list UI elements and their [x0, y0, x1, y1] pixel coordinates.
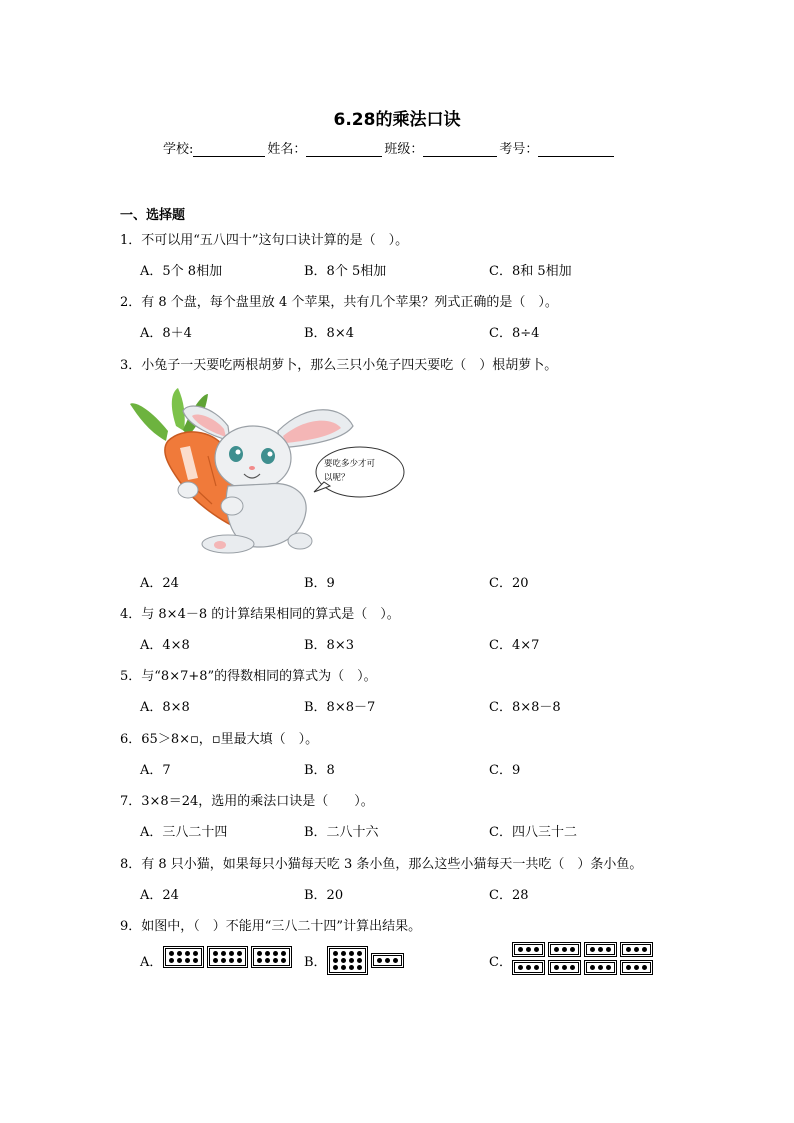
class-label: 班级： [384, 142, 424, 157]
rabbit-eye-left [229, 446, 243, 462]
dot [265, 951, 270, 956]
speech-bubble [314, 447, 404, 497]
rabbit-head [215, 426, 291, 490]
dot [341, 965, 346, 970]
dot [193, 951, 198, 956]
q2-option-c[interactable]: C．8÷4 [489, 326, 540, 341]
dot [257, 958, 262, 963]
dot [237, 951, 242, 956]
q6-option-a[interactable]: A．7 [140, 763, 171, 778]
dot [357, 958, 362, 963]
q6-option-b[interactable]: B．8 [304, 763, 335, 778]
dot [534, 965, 539, 970]
dot [518, 965, 523, 970]
q8-option-c[interactable]: C．28 [489, 888, 529, 903]
dot [177, 951, 182, 956]
dot [193, 958, 198, 963]
dot [642, 947, 647, 952]
dot [281, 958, 286, 963]
dot [169, 958, 174, 963]
question-8: 8．有 8 只小猫，如果每只小猫每天吃 3 条小鱼，那么这些小猫每天一共吃（ ）条小鱼。 [120, 857, 643, 872]
q1-option-a[interactable]: A．5个 8相加 [140, 264, 223, 279]
dot [377, 958, 382, 963]
dot [185, 951, 190, 956]
dot [393, 958, 398, 963]
q4-option-b[interactable]: B．8×3 [304, 638, 354, 653]
q5-option-a[interactable]: A．8×8 [140, 700, 190, 715]
dot [642, 965, 647, 970]
q6-option-c[interactable]: C．9 [489, 763, 521, 778]
dot [626, 965, 631, 970]
dot-box [327, 946, 368, 975]
class-blank[interactable] [423, 142, 497, 157]
q1-option-b[interactable]: B．8个 5相加 [304, 264, 387, 279]
dot [333, 965, 338, 970]
dot [333, 951, 338, 956]
name-blank[interactable] [306, 142, 382, 157]
section-title: 一、选择题 [120, 208, 186, 223]
exam-number-blank[interactable] [538, 142, 614, 157]
dot [570, 947, 575, 952]
dot-box [548, 960, 581, 975]
q8-option-b[interactable]: B．20 [304, 888, 344, 903]
dot-box [620, 942, 653, 957]
dot [185, 958, 190, 963]
q9-option-a-dots [163, 946, 292, 968]
school-label: 学校: [163, 142, 194, 157]
rabbit-carrot-illustration [128, 386, 408, 554]
dot [562, 965, 567, 970]
dot [341, 951, 346, 956]
dot-box [371, 953, 404, 968]
dot [526, 947, 531, 952]
dot [606, 947, 611, 952]
dot [590, 965, 595, 970]
dot [570, 965, 575, 970]
dot-box [584, 960, 617, 975]
q9-option-b-dots [327, 946, 404, 975]
exam-number-label: 考号： [499, 142, 539, 157]
question-3: 3．小兔子一天要吃两根胡萝卜，那么三只小兔子四天要吃（ ）根胡萝卜。 [120, 358, 558, 373]
question-5: 5．与“8×7+8”的得数相同的算式为（ ）。 [120, 669, 377, 684]
name-label: 姓名： [267, 142, 307, 157]
dot [590, 947, 595, 952]
dot-box [512, 960, 545, 975]
rabbit-eye-right [261, 448, 275, 464]
q7-option-b[interactable]: B．二八十六 [304, 825, 379, 840]
q5-option-c[interactable]: C．8×8－8 [489, 700, 561, 715]
dot [357, 951, 362, 956]
dot-box [251, 946, 292, 968]
page-title: 6.28的乘法口诀 [333, 110, 461, 130]
dot [526, 965, 531, 970]
dot [562, 947, 567, 952]
q5-option-b[interactable]: B．8×8－7 [304, 700, 376, 715]
dot [221, 951, 226, 956]
dot [177, 958, 182, 963]
dot-box [620, 960, 653, 975]
dot [237, 958, 242, 963]
speech-bubble-line-1: 要吃多少才可 [324, 459, 376, 469]
dot [385, 958, 390, 963]
question-7: 7．3×8＝24，选用的乘法口诀是（ ）。 [120, 794, 374, 809]
dot [634, 947, 639, 952]
student-info-line [163, 138, 616, 157]
dot [598, 947, 603, 952]
q2-option-b[interactable]: B．8×4 [304, 326, 354, 341]
dot [518, 947, 523, 952]
q9-option-c[interactable]: C． [489, 955, 512, 970]
dot-box [207, 946, 248, 968]
q3-option-a[interactable]: A．24 [140, 576, 179, 591]
question-4: 4．与 8×4－8 的计算结果相同的算式是（ ）。 [120, 607, 400, 622]
dot [273, 951, 278, 956]
dot [626, 947, 631, 952]
q3-option-b[interactable]: B．9 [304, 576, 335, 591]
dot [229, 958, 234, 963]
q4-option-a[interactable]: A．4×8 [140, 638, 190, 653]
dot-box [584, 942, 617, 957]
q4-option-c[interactable]: C．4×7 [489, 638, 540, 653]
dot [534, 947, 539, 952]
dot-box [512, 942, 545, 957]
dot [341, 958, 346, 963]
dot [273, 958, 278, 963]
dot [634, 965, 639, 970]
dot [281, 951, 286, 956]
question-9: 9．如图中，（ ）不能用“三八二十四”计算出结果。 [120, 919, 422, 934]
dot [357, 965, 362, 970]
dot [265, 958, 270, 963]
q3-option-c[interactable]: C．20 [489, 576, 529, 591]
q1-option-c[interactable]: C．8和 5相加 [489, 264, 572, 279]
question-1: 1．不可以用“五八四十”这句口诀计算的是（ ）。 [120, 233, 409, 248]
q8-option-a[interactable]: A．24 [140, 888, 179, 903]
dot [221, 958, 226, 963]
q7-option-a[interactable]: A．三八二十四 [140, 825, 228, 840]
dot [554, 965, 559, 970]
dot [349, 951, 354, 956]
dot [349, 965, 354, 970]
q9-option-c-dots [512, 942, 653, 975]
q7-option-c[interactable]: C．四八三十二 [489, 825, 577, 840]
dot-box [548, 942, 581, 957]
dot [213, 958, 218, 963]
speech-bubble-line-2: 以呢？ [324, 473, 350, 483]
dot [349, 958, 354, 963]
dot [554, 947, 559, 952]
school-blank[interactable] [193, 142, 265, 157]
dot [606, 965, 611, 970]
q9-option-a[interactable]: A． [140, 955, 163, 970]
question-6: 6．65＞8×▫，▫里最大填（ ）。 [120, 732, 319, 747]
dot [169, 951, 174, 956]
dot [257, 951, 262, 956]
question-2: 2．有 8 个盘，每个盘里放 4 个苹果，共有几个苹果？列式正确的是（ ）。 [120, 295, 558, 310]
dot [333, 958, 338, 963]
dot [229, 951, 234, 956]
q9-option-b[interactable]: B． [304, 955, 327, 970]
q2-option-a[interactable]: A．8＋4 [140, 326, 192, 341]
dot [598, 965, 603, 970]
dot-box [163, 946, 204, 968]
dot [213, 951, 218, 956]
